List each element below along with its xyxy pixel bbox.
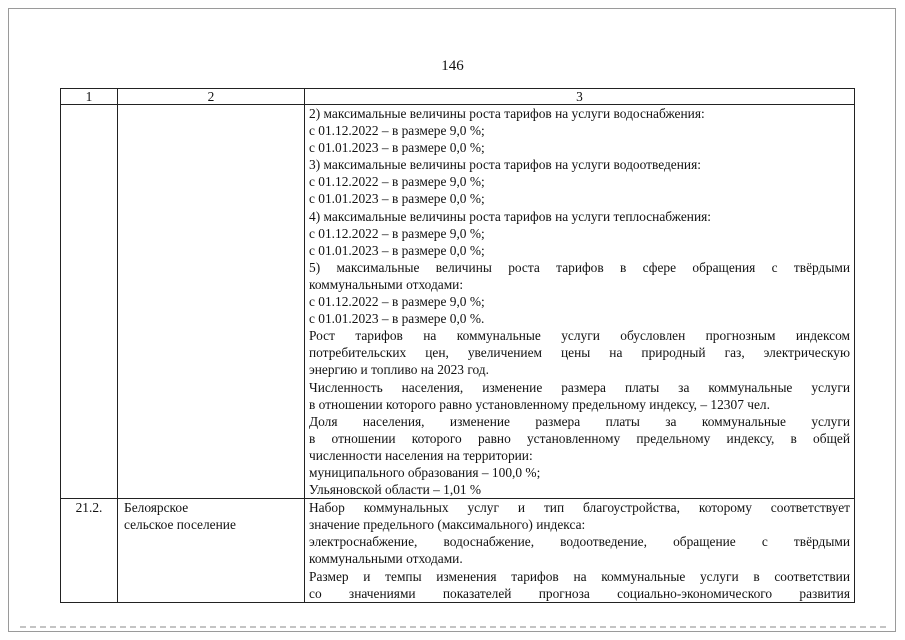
text-line: значение предельного (максимального) индекса: — [309, 517, 586, 533]
text-line: муниципального образования – 100,0 %; — [309, 464, 541, 480]
text-line: 2) максимальные величины роста тарифов на услуги водоснабжения: — [309, 106, 705, 121]
row-number-cell — [61, 105, 118, 499]
text-line: Численность населения, изменение размера платы за коммунальные услуги — [309, 379, 850, 395]
text-line: с 01.12.2022 – в размере 9,0 %; — [309, 123, 485, 139]
text-line: со значениями показателей прогноза социально-экономического развития — [309, 585, 850, 601]
text-line: с 01.01.2023 – в размере 0,0 %; — [309, 191, 485, 207]
column-header-2: 2 — [118, 89, 305, 105]
table-row — [61, 105, 855, 499]
page-number: 146 — [441, 58, 464, 74]
text-line: с 01.01.2023 – в размере 0,0 %; — [309, 242, 485, 258]
table-row — [61, 499, 855, 603]
description-cell — [305, 499, 855, 603]
settlement-name-line: сельское поселение — [124, 517, 236, 533]
text-line: в отношении которого равно установленному предельному индексу, в общей — [309, 430, 850, 446]
settlement-name-cell — [118, 105, 305, 499]
text-line: энергию и топливо на 2023 год. — [309, 362, 489, 378]
column-header-1: 1 — [61, 89, 118, 105]
text-line: с 01.12.2022 – в размере 9,0 %; — [309, 225, 485, 241]
text-line: Рост тарифов на коммунальные услуги обусловлен прогнозным индексом — [309, 328, 850, 344]
tariff-table — [60, 88, 855, 603]
column-header-3: 3 — [305, 89, 855, 105]
text-line: в отношении которого равно установленному предельному индексу, – 12307 чел. — [309, 396, 770, 412]
description-text — [309, 499, 850, 602]
text-line: с 01.01.2023 – в размере 0,0 %. — [309, 311, 485, 327]
text-line: Размер и темпы изменения тарифов на коммунальные услуги в соответствии — [309, 568, 850, 584]
text-line: Ульяновской области – 1,01 % — [309, 482, 482, 498]
row-number-cell: 21.2. — [61, 499, 118, 603]
settlement-name-line: Белоярское — [124, 500, 189, 516]
text-line: Доля населения, изменение размера платы за коммунальные услуги — [309, 413, 850, 429]
text-line: с 01.12.2022 – в размере 9,0 %; — [309, 294, 485, 310]
text-line: потребительских цен, увеличением цены на природный газ, электрическую — [309, 345, 850, 361]
text-line: электроснабжение, водоснабжение, водоотведение, обращение с твёрдыми — [309, 534, 850, 550]
scan-edge-artifact — [20, 626, 886, 631]
text-line: 4) максимальные величины роста тарифов на услуги теплоснабжения: — [309, 208, 711, 224]
text-line: коммунальными отходами. — [309, 551, 463, 567]
text-line: численности населения на территории: — [309, 447, 533, 463]
table-header-row — [61, 89, 855, 105]
text-line: с 01.01.2023 – в размере 0,0 %; — [309, 140, 485, 156]
text-line: 5) максимальные величины роста тарифов в сфере обращения с твёрдыми — [309, 259, 850, 275]
settlement-name-cell — [118, 499, 305, 603]
text-line: 3) максимальные величины роста тарифов на услуги водоотведения: — [309, 157, 701, 173]
text-line: Набор коммунальных услуг и тип благоустройства, которому соответствует — [309, 500, 850, 516]
text-line: коммунальными отходами: — [309, 276, 464, 292]
description-cell — [305, 105, 855, 499]
text-line: с 01.12.2022 – в размере 9,0 %; — [309, 174, 485, 190]
